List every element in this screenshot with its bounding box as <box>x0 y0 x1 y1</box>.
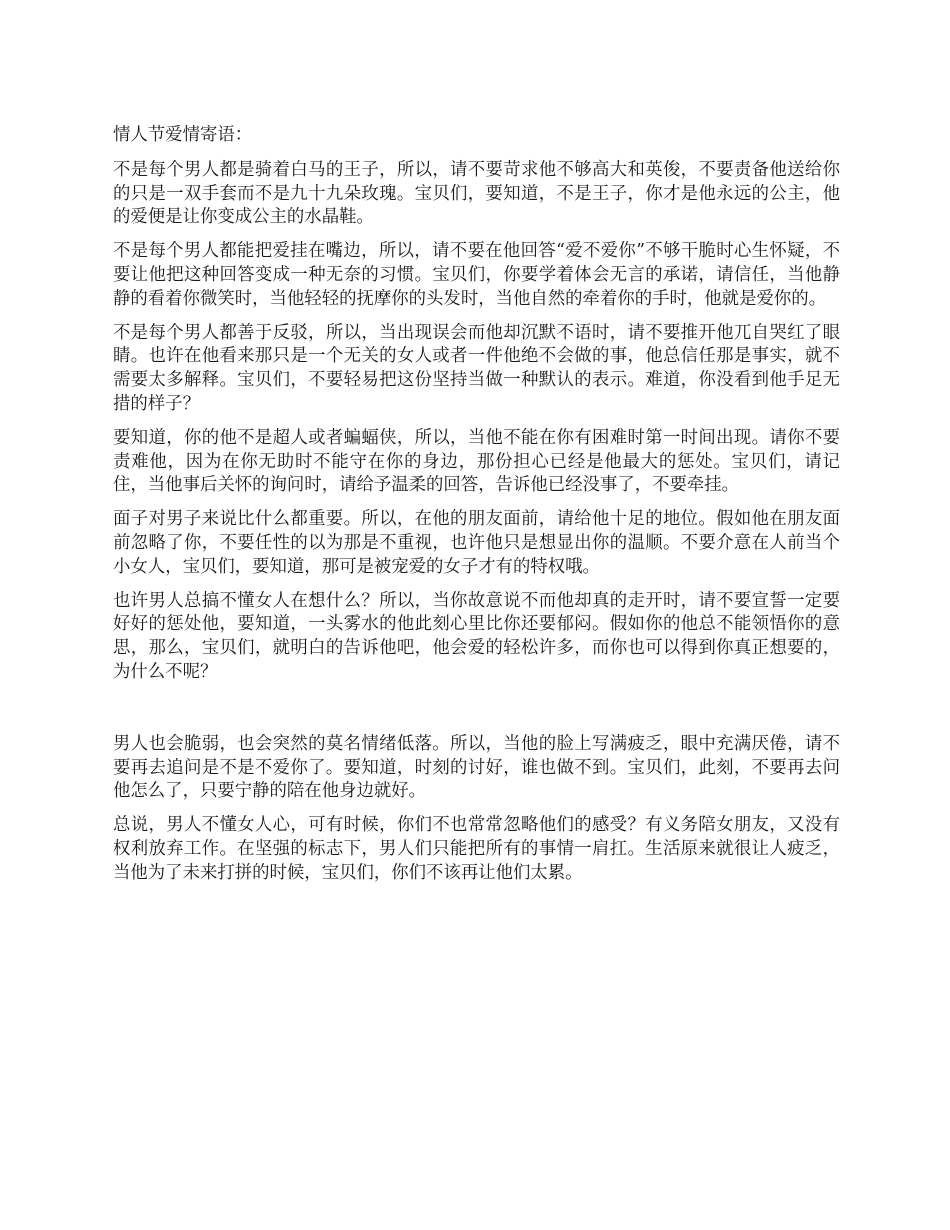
document-title: 情人节爱情寄语： <box>113 125 253 145</box>
document-body <box>113 124 840 896</box>
paragraph: 总说，男人不懂女人心，可有时候，你们不也常常忽略他们的感受？有义务陪女朋友，又没有权利放弃工作。在坚强的标志下，男人们只能把所有的事情一肩扛。生活原来就很让人疲乏，当他为了未来打拼的时候，宝贝们，你们不该再让他们太累。 <box>113 815 840 883</box>
paragraph: 面子对男子来说比什么都重要。所以，在他的朋友面前，请给他十足的地位。假如他在朋友面前忽略了你，不要任性的以为那是不重视，也许他只是想显出你的温顺。不要介意在人前当个小女人，宝贝们，要知道，那可是被宠爱的女子才有的特权哦。 <box>113 509 840 577</box>
paragraph: 不是每个男人都是骑着白马的王子，所以，请不要苛求他不够高大和英俊，不要责备他送给你的只是一双手套而不是九十九朵玫瑰。宝贝们，要知道，不是王子，你才是他永远的公主，他的爱便是让你变成公主的水晶鞋。 <box>113 159 840 228</box>
paragraph: 男人也会脆弱，也会突然的莫名情绪低落。所以，当他的脸上写满疲乏，眼中充满厌倦，请不要再去追问是不是不爱你了。要知道，时刻的讨好，谁也做不到。宝贝们，此刻，不要再去问他怎么了，只要宁静的陪在他身边就好。 <box>113 733 840 802</box>
section-spacer <box>113 695 840 733</box>
paragraph: 不是每个男人都善于反驳，所以，当出现误会而他却沉默不语时，请不要推开他兀自哭红了眼睛。也许在他看来那只是一个无关的女人或者一件他绝不会做的事，他总信任那是事实，就不需要太多解释。宝贝们，不要轻易把这份坚持当做一种默认的表示。难道，你没看到他手足无措的样子？ <box>113 322 840 414</box>
paragraph: 不是每个男人都能把爱挂在嘴边，所以，请不要在他回答“爱不爱你”不够干脆时心生怀疑，不要让他把这种回答变成一种无奈的习惯。宝贝们，你要学着体会无言的承诺，请信任，当他静静的看着你微笑时，当他轻轻的抚摩你的头发时，当他自然的牵着你的手时，他就是爱你的。 <box>113 241 840 309</box>
paragraph: 也许男人总搞不懂女人在想什么？所以，当你故意说不而他却真的走开时，请不要宣誓一定要好好的惩处他，要知道，一头雾水的他此刻心里比你还要郁闷。假如你的他总不能领悟你的意思，那么，宝贝们，就明白的告诉他吧，他会爱的轻松许多，而你也可以得到你真正想要的，为什么不呢？ <box>113 590 840 682</box>
paragraph: 要知道，你的他不是超人或者蝙蝠侠，所以，当他不能在你有困难时第一时间出现。请你不要责难他，因为在你无助时不能守在你的身边，那份担心已经是他最大的惩处。宝贝们，请记住，当他事后关怀的询问时，请给予温柔的回答，告诉他已经没事了，不要牵挂。 <box>113 427 840 496</box>
